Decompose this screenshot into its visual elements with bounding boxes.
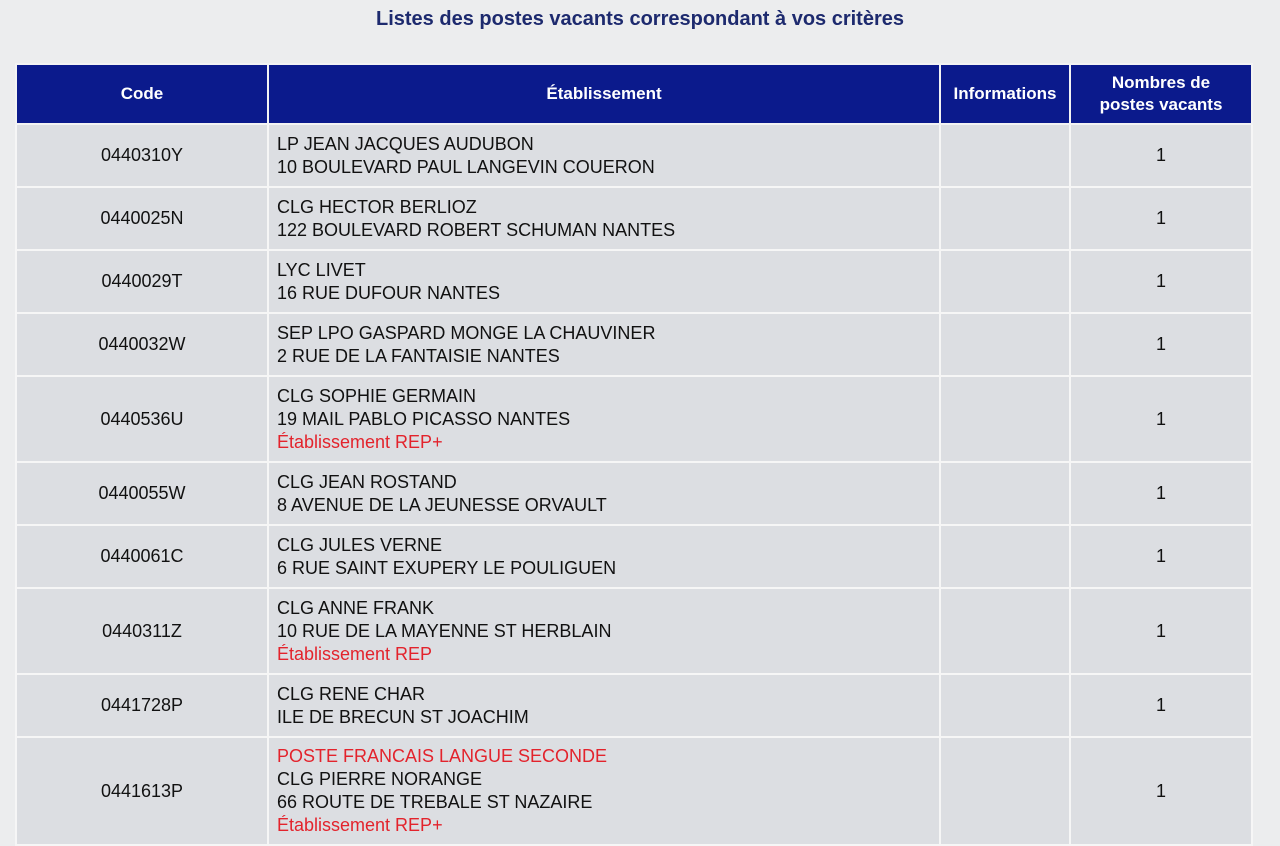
etablissement-name: CLG ANNE FRANK xyxy=(277,597,435,618)
row-etablissement xyxy=(268,462,940,525)
etablissement-address: 8 AVENUE DE LA JEUNESSE ORVAULT xyxy=(277,494,607,515)
table-row[interactable] xyxy=(16,313,1252,376)
etablissement-name: LP JEAN JACQUES AUDUBON xyxy=(277,133,534,154)
table-row[interactable] xyxy=(16,187,1252,250)
etablissement-name: CLG JULES VERNE xyxy=(277,534,443,555)
etablissement-address: 10 RUE DE LA MAYENNE ST HERBLAIN xyxy=(277,620,612,641)
column-header-nombres-line1: Nombres de xyxy=(1111,73,1211,92)
row-vacancy-count: 1 xyxy=(1070,313,1252,376)
row-etablissement xyxy=(268,313,940,376)
row-code: 0440032W xyxy=(16,313,268,376)
row-code: 0440311Z xyxy=(16,588,268,674)
etablissement-name: CLG RENE CHAR xyxy=(277,683,426,704)
table-row[interactable] xyxy=(16,124,1252,187)
etablissement-address: 19 MAIL PABLO PICASSO NANTES xyxy=(277,408,571,429)
row-etablissement xyxy=(268,674,940,737)
etablissement-address: 122 BOULEVARD ROBERT SCHUMAN NANTES xyxy=(277,219,676,240)
column-header-etablissement[interactable]: Établissement xyxy=(268,64,940,124)
row-code: 0441728P xyxy=(16,674,268,737)
table-row[interactable] xyxy=(16,250,1252,313)
row-informations xyxy=(940,376,1070,462)
column-header-nombres[interactable] xyxy=(1070,64,1252,124)
table-row[interactable] xyxy=(16,462,1252,525)
row-code: 0440029T xyxy=(16,250,268,313)
row-vacancy-count: 1 xyxy=(1070,737,1252,845)
row-vacancy-count: 1 xyxy=(1070,462,1252,525)
etablissement-address: ILE DE BRECUN ST JOACHIM xyxy=(277,706,529,727)
column-header-code[interactable]: Code xyxy=(16,64,268,124)
column-header-nombres-line2: postes vacants xyxy=(1099,95,1223,114)
row-code: 0440310Y xyxy=(16,124,268,187)
rep-badge: Établissement REP+ xyxy=(277,815,443,835)
row-etablissement xyxy=(268,124,940,187)
table-row[interactable] xyxy=(16,737,1252,845)
etablissement-address: 6 RUE SAINT EXUPERY LE POULIGUEN xyxy=(277,557,617,578)
etablissement-name: LYC LIVET xyxy=(277,259,366,280)
etablissement-address: 10 BOULEVARD PAUL LANGEVIN COUERON xyxy=(277,156,655,177)
table-row[interactable] xyxy=(16,674,1252,737)
column-header-informations[interactable]: Informations xyxy=(940,64,1070,124)
page-title: Listes des postes vacants correspondant à vos critères xyxy=(376,8,904,30)
etablissement-name: CLG HECTOR BERLIOZ xyxy=(277,196,477,217)
etablissement-address: 66 ROUTE DE TREBALE ST NAZAIRE xyxy=(277,792,593,812)
row-vacancy-count: 1 xyxy=(1070,525,1252,588)
etablissement-name: CLG PIERRE NORANGE xyxy=(277,769,483,789)
row-etablissement xyxy=(268,588,940,674)
row-vacancy-count: 1 xyxy=(1070,250,1252,313)
row-informations xyxy=(940,124,1070,187)
row-code: 0440061C xyxy=(16,525,268,588)
table-row[interactable] xyxy=(16,525,1252,588)
row-vacancy-count: 1 xyxy=(1070,187,1252,250)
etablissement-name: SEP LPO GASPARD MONGE LA CHAUVINER xyxy=(277,322,656,343)
row-informations xyxy=(940,313,1070,376)
etablissement-address: 2 RUE DE LA FANTAISIE NANTES xyxy=(277,345,560,366)
rep-badge: Établissement REP+ xyxy=(277,431,443,452)
row-etablissement xyxy=(268,737,940,845)
row-code: 0441613P xyxy=(16,737,268,845)
row-vacancy-count: 1 xyxy=(1070,124,1252,187)
poste-flag: POSTE FRANCAIS LANGUE SECONDE xyxy=(277,746,608,766)
rep-badge: Établissement REP xyxy=(277,643,433,664)
row-informations xyxy=(940,674,1070,737)
row-vacancy-count: 1 xyxy=(1070,376,1252,462)
row-etablissement xyxy=(268,376,940,462)
etablissement-name: CLG JEAN ROSTAND xyxy=(277,471,457,492)
row-vacancy-count: 1 xyxy=(1070,588,1252,674)
row-informations xyxy=(940,187,1070,250)
row-informations xyxy=(940,525,1070,588)
row-informations xyxy=(940,462,1070,525)
row-etablissement xyxy=(268,187,940,250)
table-header-row xyxy=(16,64,1252,124)
etablissement-name: CLG SOPHIE GERMAIN xyxy=(277,385,477,406)
row-code: 0440536U xyxy=(16,376,268,462)
row-code: 0440055W xyxy=(16,462,268,525)
table-row[interactable] xyxy=(16,376,1252,462)
vacancies-table xyxy=(15,63,1253,846)
row-etablissement xyxy=(268,250,940,313)
etablissement-address: 16 RUE DUFOUR NANTES xyxy=(277,282,501,303)
row-informations xyxy=(940,588,1070,674)
table-row[interactable] xyxy=(16,588,1252,674)
row-code: 0440025N xyxy=(16,187,268,250)
row-vacancy-count: 1 xyxy=(1070,674,1252,737)
row-informations xyxy=(940,737,1070,845)
row-informations xyxy=(940,250,1070,313)
row-etablissement xyxy=(268,525,940,588)
